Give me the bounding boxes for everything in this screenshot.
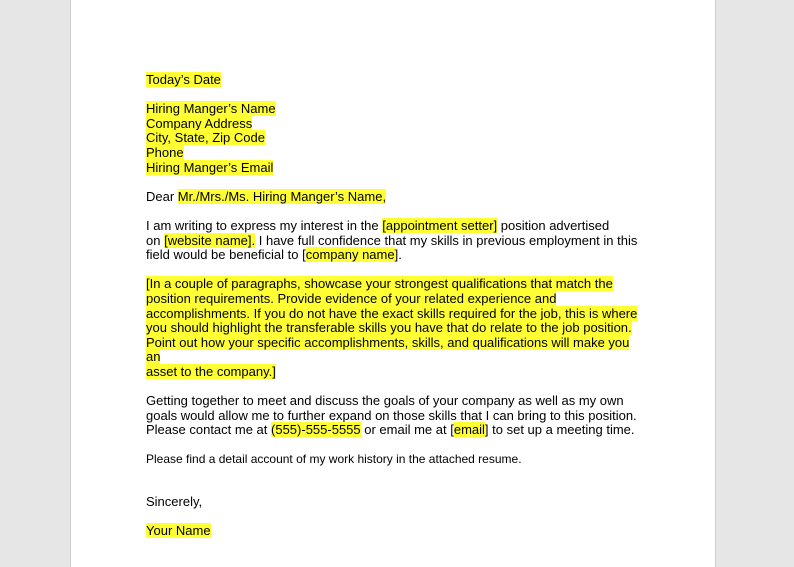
website-placeholder: [website name]. <box>164 232 256 248</box>
closing-line: Getting together to meet and discuss the goals of your company as well as my own <box>146 393 624 409</box>
phone-placeholder: (555)-555-5555 <box>271 422 361 438</box>
closing-paragraph <box>146 394 646 438</box>
closing-text: ] to set up a meeting time. <box>484 422 635 438</box>
body-line: [In a couple of paragraphs, showcase your strongest qualifications that match the <box>146 276 613 292</box>
salutation-name: Mr./Mrs./Ms. Hiring Manger’s Name, <box>177 188 387 204</box>
salutation <box>146 190 646 205</box>
document-page <box>70 0 716 567</box>
date-placeholder: Today’s Date <box>146 72 221 87</box>
body-line: asset to the company.] <box>146 363 276 379</box>
signoff: Sincerely, <box>146 494 203 510</box>
recipient-company-address: Company Address <box>146 115 253 131</box>
body-line: accomplishments. If you do not have the exact skills required for the job, this is where <box>146 305 638 321</box>
letter-body[interactable] <box>146 73 646 539</box>
recipient-phone: Phone <box>146 144 184 160</box>
intro-text: I have full confidence that my skills in previous employment in this <box>255 232 638 248</box>
intro-text: field would be beneficial to [ <box>146 247 306 263</box>
body-line: position requirements. Provide evidence of your related experience and <box>146 290 557 306</box>
closing-text: or email me at [ <box>360 422 454 438</box>
intro-text: position advertised <box>497 217 610 233</box>
intro-paragraph <box>146 219 646 263</box>
recipient-email: Hiring Manger’s Email <box>146 159 274 175</box>
salutation-prefix: Dear <box>146 188 178 204</box>
position-placeholder: [appointment setter] <box>382 217 498 233</box>
email-placeholder: email <box>453 422 485 438</box>
intro-text: I am writing to express my interest in the <box>146 217 383 233</box>
recipient-block <box>146 102 646 175</box>
recipient-city-state-zip: City, State, Zip Code <box>146 130 265 146</box>
qualifications-paragraph <box>146 277 646 379</box>
signature-placeholder: Your Name <box>146 523 211 539</box>
body-line: Point out how your specific accomplishments, skills, and qualifications will make you an <box>146 334 630 365</box>
body-line: you should highlight the transferable skills you have that do relate to the job position. <box>146 320 632 336</box>
signature-line <box>146 524 646 539</box>
recipient-name: Hiring Manger’s Name <box>146 101 276 117</box>
intro-text: on <box>146 232 165 248</box>
company-placeholder: company name <box>305 247 395 263</box>
closing-text: Please contact me at <box>146 422 272 438</box>
date-line <box>146 73 646 88</box>
resume-note: Please find a detail account of my work history in the attached resume. <box>146 452 522 467</box>
closing-line: goals would allow me to further expand on those skills that I can bring to this position. <box>146 407 637 423</box>
intro-text: ]. <box>394 247 402 263</box>
